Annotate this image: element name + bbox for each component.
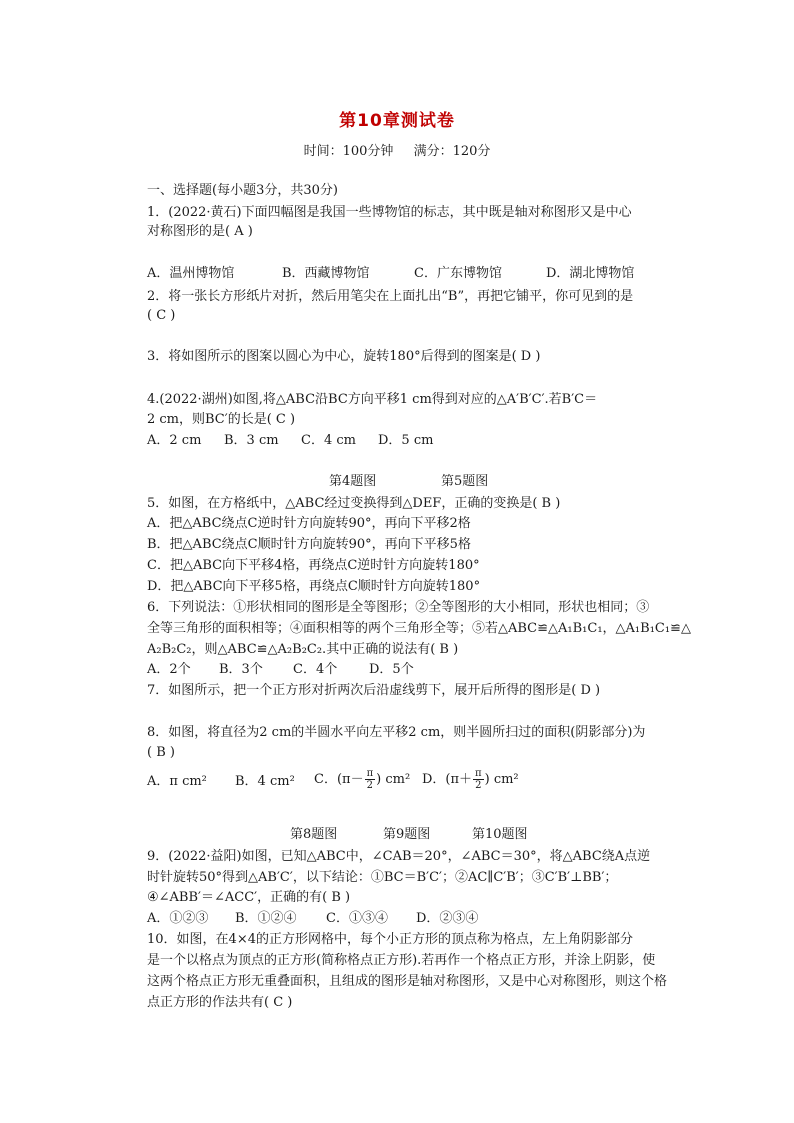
- fraction-denominator: 2: [366, 780, 374, 791]
- q8-option-c: [314, 764, 410, 796]
- q8-option-c-prefix: C．(π－: [314, 772, 364, 787]
- q1-option-d: D．湖北博物馆: [546, 266, 635, 281]
- fraction-numerator: π: [475, 768, 482, 779]
- figure-caption-q10: 第10题图: [472, 827, 528, 842]
- q4-option-c: C．4 cm: [301, 433, 356, 448]
- q6-line2: 全等三角形的面积相等；④面积相等的两个三角形全等；⑤若△ABC≌△A₁B₁C₁，△A₁B₁C₁≌△: [147, 621, 691, 636]
- q4-line2: 2 cm，则BC′的长是( C ): [147, 412, 296, 427]
- figure-caption-q5: 第5题图: [441, 474, 489, 489]
- q9-line1: 9．(2022·益阳)如图，已知△ABC中，∠CAB＝20°，∠ABC＝30°，将△ABC绕A点逆: [147, 849, 651, 864]
- q8-option-b: B．4 cm²: [235, 774, 295, 789]
- q4-option-b: B．3 cm: [224, 433, 279, 448]
- q10-line4: 点正方形的作法共有( C ): [147, 995, 293, 1010]
- time-limit: 时间：100分钟: [303, 144, 394, 159]
- q1-option-b: B．西藏博物馆: [282, 266, 370, 281]
- q8-option-a: A．π cm²: [147, 774, 207, 789]
- q1-option-c: C．广东博物馆: [414, 266, 502, 281]
- q1-option-a: A．温州博物馆: [147, 266, 235, 281]
- q9-line3: ④∠ABB′＝∠ACC′，正确的有( B ): [147, 890, 351, 905]
- q10-line2: 是一个以格点为顶点的正方形(简称格点正方形).若再作一个格点正方形，并涂上阴影，使: [147, 953, 656, 968]
- q8-option-c-suffix: ) cm²: [376, 772, 411, 787]
- q6-line1: 6．下列说法：①形状相同的图形是全等图形；②全等图形的大小相同，形状也相同；③: [147, 600, 650, 615]
- q9-option-b: B．①②④: [235, 911, 297, 926]
- q8-option-d-prefix: D．(π＋: [422, 772, 473, 787]
- figure-caption-q8: 第8题图: [290, 827, 338, 842]
- q5-option-c: C．把△ABC向下平移4格，再绕点C逆时针方向旋转180°: [147, 558, 480, 573]
- q8-fraction-c: [365, 768, 376, 791]
- q4-line1: 4.(2022·湖州)如图,将△ABC沿BC方向平移1 cm得到对应的△A′B′C′.若B′C＝: [147, 392, 598, 407]
- q6-line3: A₂B₂C₂，则△ABC≌△A₂B₂C₂.其中正确的说法有( B ): [147, 642, 459, 657]
- q5-option-b: B．把△ABC绕点C顺时针方向旋转90°，再向下平移5格: [147, 537, 471, 552]
- q1-line1: 1．(2022·黄石)下面四幅图是我国一些博物馆的标志，其中既是轴对称图形又是中心: [147, 205, 632, 220]
- q4-option-a: A．2 cm: [147, 433, 202, 448]
- q8-option-d: [422, 764, 519, 796]
- q8-option-d-suffix: ) cm²: [484, 772, 519, 787]
- q9-option-a: A．①②③: [147, 911, 209, 926]
- q6-option-c: C．4个: [293, 662, 338, 677]
- q1-line2: 对称图形的是( A ): [147, 224, 253, 239]
- q5-line1: 5．如图，在方格纸中，△ABC经过变换得到△DEF，正确的变换是( B ): [147, 496, 561, 511]
- q10-line1: 10．如图，在4×4的正方形网格中，每个小正方形的顶点称为格点，左上角阴影部分: [147, 932, 633, 947]
- q10-line3: 这两个格点正方形无重叠面积，且组成的图形是轴对称图形，又是中心对称图形，则这个格: [147, 974, 668, 989]
- page-title: 第10章测试卷: [339, 111, 455, 131]
- section-heading: 一、选择题(每小题3分，共30分): [147, 183, 338, 198]
- q2-line2: ( C ): [147, 308, 176, 323]
- q2-line1: 2．将一张长方形纸片对折，然后用笔尖在上面扎出“B”，再把它铺平，你可见到的是: [147, 289, 634, 304]
- q6-option-b: B．3个: [219, 662, 263, 677]
- q6-option-a: A．2个: [147, 662, 191, 677]
- q8-line1: 8．如图，将直径为2 cm的半圆水平向左平移2 cm，则半圆所扫过的面积(阴影部分)为: [147, 725, 646, 740]
- q9-option-c: C．①③④: [326, 911, 388, 926]
- full-score: 满分：120分: [413, 144, 491, 159]
- q6-option-d: D．5个: [369, 662, 414, 677]
- q9-line2: 时针旋转50°得到△AB′C′，以下结论：①BC＝B′C′；②AC∥C′B′；③C′B′⊥BB′；: [147, 870, 618, 885]
- q5-option-d: D．把△ABC向下平移5格，再绕点C顺时针方向旋转180°: [147, 579, 481, 594]
- figure-caption-q4: 第4题图: [329, 474, 377, 489]
- q7-line1: 7．如图所示，把一个正方形对折两次后沿虚线剪下，展开后所得的图形是( D ): [147, 683, 601, 698]
- fraction-numerator: π: [366, 768, 374, 779]
- q5-option-a: A．把△ABC绕点C逆时针方向旋转90°，再向下平移2格: [147, 516, 471, 531]
- q9-option-d: D．②③④: [416, 911, 479, 926]
- q3-line1: 3．将如图所示的图案以圆心为中心，旋转180°后得到的图案是( D ): [147, 349, 541, 364]
- q4-option-d: D．5 cm: [378, 433, 434, 448]
- figure-caption-q9: 第9题图: [383, 827, 431, 842]
- exam-meta: [0, 140, 794, 159]
- fraction-denominator: 2: [475, 780, 482, 791]
- q8-line2: ( B ): [147, 745, 175, 760]
- q8-fraction-d: [473, 768, 484, 791]
